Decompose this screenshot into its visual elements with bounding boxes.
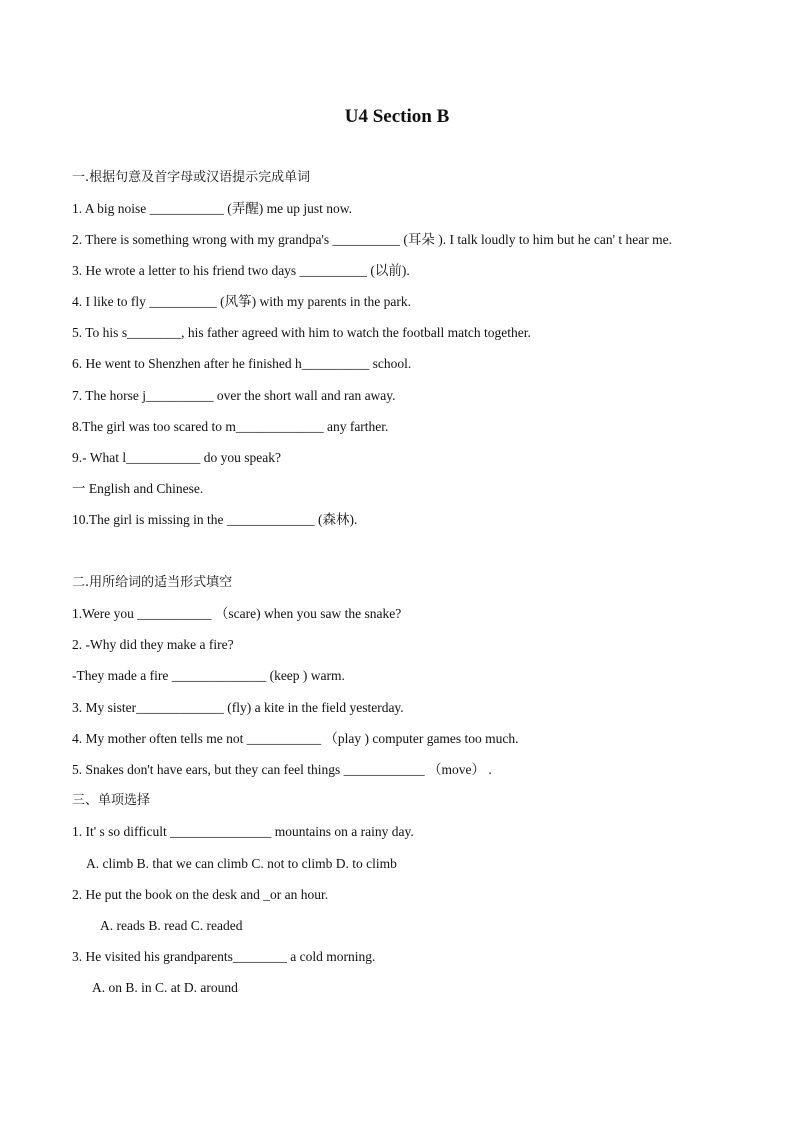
section-3-heading: 三、单项选择	[72, 793, 151, 808]
question-3-1: 1. It' s so difficult _______________ mountains on a rainy day.	[72, 824, 414, 839]
question-1-2: 2. There is something wrong with my grandpa's __________ (耳朵 ). I talk loudly to him but he can' t hear me.	[72, 232, 673, 247]
question-2-4: 4. My mother often tells me not ___________ （play ) computer games too much.	[72, 731, 519, 746]
question-1-3: 3. He wrote a letter to his friend two days __________ (以前).	[72, 263, 410, 278]
question-3-3-options: A. on B. in C. at D. around	[92, 980, 238, 995]
question-2-2-answer: -They made a fire ______________ (keep ) warm.	[72, 668, 345, 683]
question-3-3: 3. He visited his grandparents________ a cold morning.	[72, 949, 376, 964]
question-3-1-options: A. climb B. that we can climb C. not to climb D. to climb	[86, 856, 397, 871]
question-1-6: 6. He went to Shenzhen after he finished h__________ school.	[72, 356, 412, 371]
question-2-5: 5. Snakes don't have ears, but they can feel things ____________ （move） .	[72, 762, 492, 777]
section-2-heading: 二.用所给词的适当形式填空	[72, 575, 233, 590]
question-3-2: 2. He put the book on the desk and _or an hour.	[72, 887, 329, 902]
section-1-heading: 一.根据句意及首字母或汉语提示完成单词	[72, 170, 311, 185]
question-1-1: 1. A big noise ___________ (弄醒) me up just now.	[72, 201, 352, 216]
question-1-10: 10.The girl is missing in the _____________ (森林).	[72, 512, 358, 527]
question-1-5: 5. To his s________, his father agreed with him to watch the football match together.	[72, 325, 531, 340]
question-2-1: 1.Were you ___________ （scare) when you saw the snake?	[72, 606, 402, 621]
question-1-9: 9.- What l___________ do you speak?	[72, 450, 281, 465]
question-1-9-answer: 一 English and Chinese.	[72, 481, 204, 496]
question-3-2-options: A. reads B. read C. readed	[100, 918, 243, 933]
question-1-8: 8.The girl was too scared to m_____________ any farther.	[72, 419, 389, 434]
question-1-4: 4. I like to fly __________ (风筝) with my parents in the park.	[72, 294, 411, 309]
page-title: U4 Section B	[344, 106, 450, 127]
question-1-7: 7. The horse j__________ over the short wall and ran away.	[72, 388, 396, 403]
question-2-2: 2. -Why did they make a fire?	[72, 637, 234, 652]
question-2-3: 3. My sister_____________ (fly) a kite in the field yesterday.	[72, 700, 404, 715]
